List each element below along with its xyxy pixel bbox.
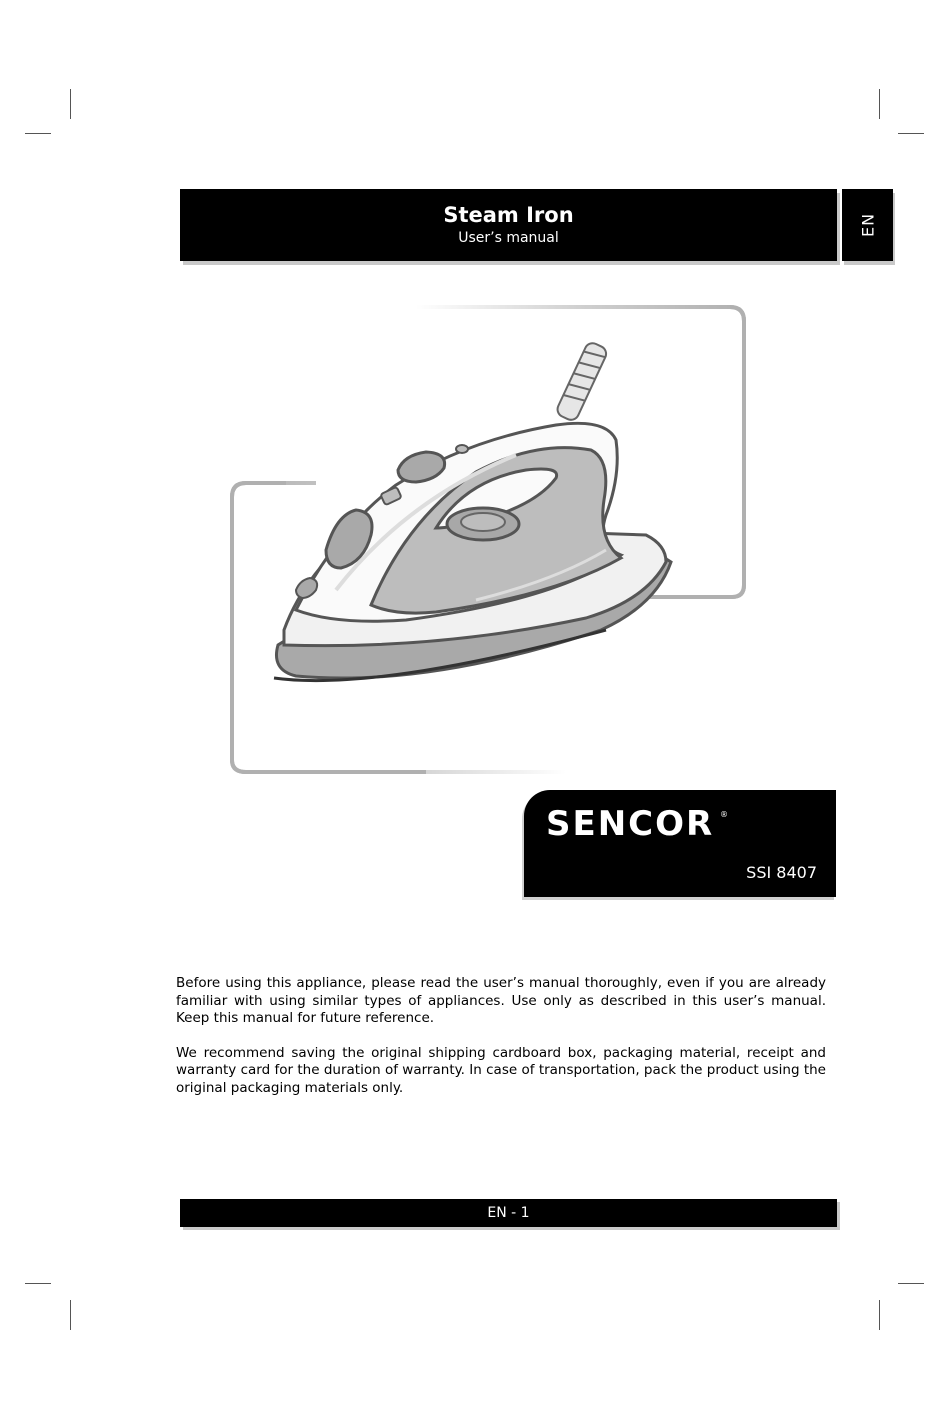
language-tab — [842, 189, 893, 261]
intro-text — [176, 975, 826, 1114]
crop-mark — [879, 89, 880, 119]
steam-iron-illustration — [226, 300, 756, 780]
intro-paragraph-1: Before using this appliance, please read the user’s manual thoroughly, even if you are already familiar with using similar types of appliances. Use only as described in this user’s manual. Keep this manual for future reference. — [176, 975, 826, 1026]
header-bar — [180, 189, 837, 261]
page-number: EN - 1 — [487, 1205, 530, 1221]
crop-mark — [25, 1283, 51, 1284]
page-title: Steam Iron — [443, 203, 574, 227]
crop-mark — [25, 133, 51, 134]
sencor-logo: SENCOR — [546, 804, 715, 844]
page-subtitle: User’s manual — [458, 230, 559, 246]
crop-mark — [879, 1300, 880, 1330]
crop-mark — [70, 89, 71, 119]
model-number: SSI 8407 — [746, 863, 817, 882]
crop-mark — [70, 1300, 71, 1330]
steam-iron-icon — [226, 300, 756, 780]
crop-mark — [898, 1283, 924, 1284]
intro-paragraph-2: We recommend saving the original shipping cardboard box, packaging material, receipt and warranty card for the duration of warranty. In case of transportation, pack the product using the original packaging materials only. — [176, 1044, 826, 1096]
crop-mark — [898, 133, 924, 134]
footer-bar — [180, 1199, 837, 1227]
language-label: EN — [858, 212, 877, 238]
brand-panel — [524, 790, 836, 897]
registered-mark: ® — [720, 810, 728, 819]
